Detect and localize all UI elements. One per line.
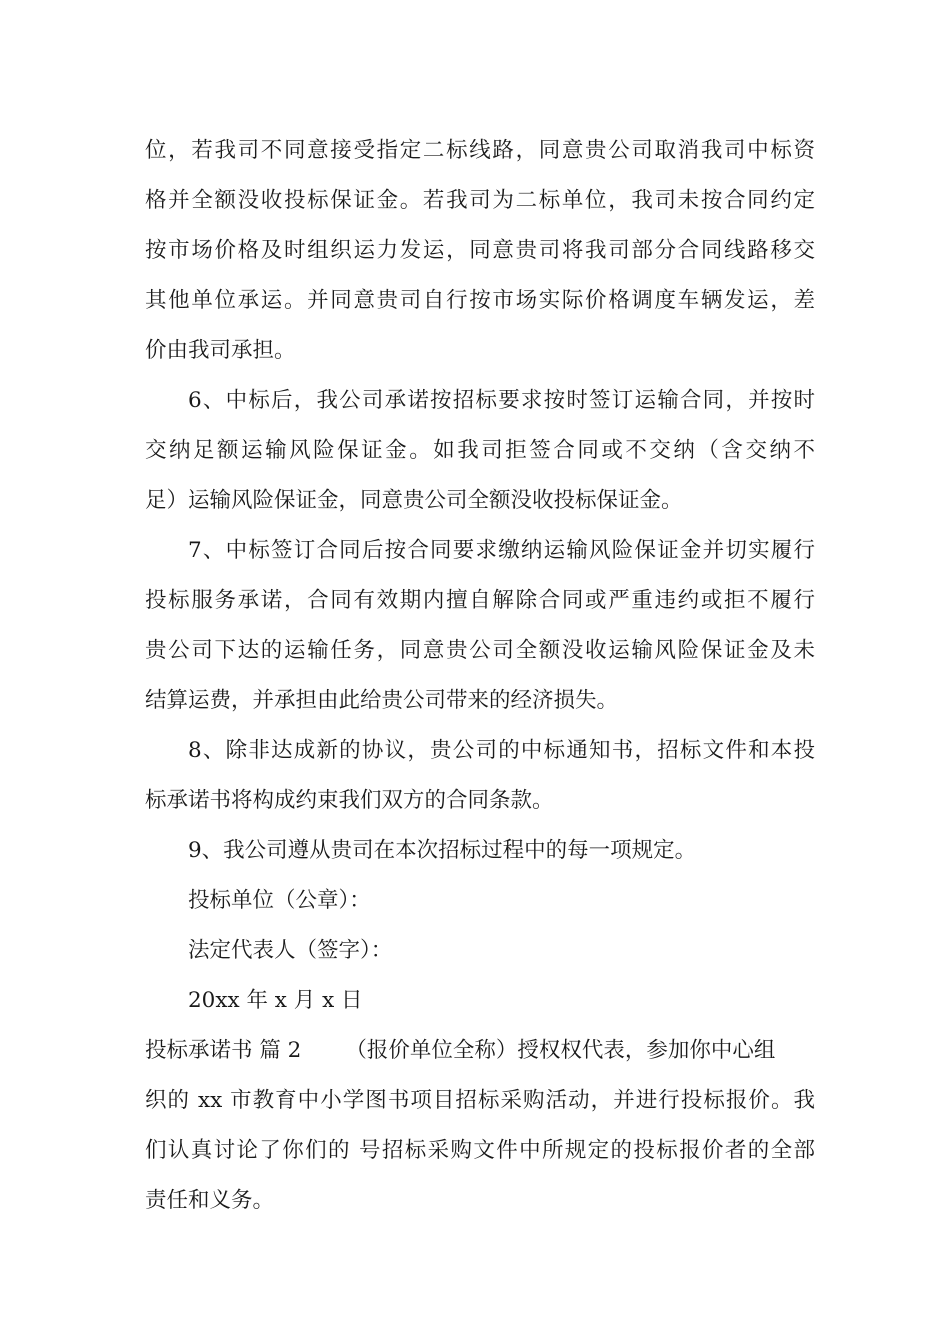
paragraph-line: 责任和义务。 <box>145 1188 275 1213</box>
section-2-first-line <box>145 1036 815 1066</box>
paragraph-line: 按市场价格及时组织运力发运，同意贵司将我司部分合同线路移交 <box>145 238 815 263</box>
paragraph-line: 们认真讨论了你们的 号招标采购文件中所规定的投标报价者的全部 <box>145 1138 815 1163</box>
section-heading: 投标承诺书 篇 2 <box>145 1038 302 1063</box>
bidder-seal-line: 投标单位（公章）： <box>188 888 371 913</box>
legal-representative-line: 法定代表人（签字）： <box>188 938 393 963</box>
paragraph-line: 价由我司承担。 <box>145 338 296 363</box>
clause-6-line: 交纳足额运输风险保证金。如我司拒签合同或不交纳（含交纳不 <box>145 438 815 463</box>
clause-6-line: 足）运输风险保证金，同意贵公司全额没收投标保证金。 <box>145 488 683 513</box>
clause-6-line: 6、中标后，我公司承诺按招标要求按时签订运输合同，并按时 <box>188 388 815 413</box>
clause-9-line: 9、我公司遵从贵司在本次招标过程中的每一项规定。 <box>188 838 697 863</box>
paragraph-line: 格并全额没收投标保证金。若我司为二标单位，我司未按合同约定 <box>145 188 815 213</box>
paragraph-line: 织的 xx 市教育中小学图书项目招标采购活动，并进行投标报价。我 <box>145 1088 815 1113</box>
clause-7-line: 7、中标签订合同后按合同要求缴纳运输风险保证金并切实履行 <box>188 538 815 563</box>
clause-7-line: 投标服务承诺，合同有效期内擅自解除合同或严重违约或拒不履行 <box>145 588 815 613</box>
clause-7-line: 贵公司下达的运输任务，同意贵公司全额没收运输风险保证金及未 <box>145 638 815 663</box>
clause-7-line: 结算运费，并承担由此给贵公司带来的经济损失。 <box>145 688 619 713</box>
paragraph-line: 位，若我司不同意接受指定二标线路，同意贵公司取消我司中标资 <box>145 138 815 163</box>
date-line: 20xx 年 x 月 x 日 <box>188 988 363 1013</box>
paragraph-text: （报价单位全称）授权权代表，参加你中心组 <box>345 1038 776 1063</box>
paragraph-line: 其他单位承运。并同意贵司自行按市场实际价格调度车辆发运，差 <box>145 288 815 313</box>
clause-8-line: 8、除非达成新的协议，贵公司的中标通知书，招标文件和本投 <box>188 738 815 763</box>
clause-8-line: 标承诺书将构成约束我们双方的合同条款。 <box>145 788 554 813</box>
